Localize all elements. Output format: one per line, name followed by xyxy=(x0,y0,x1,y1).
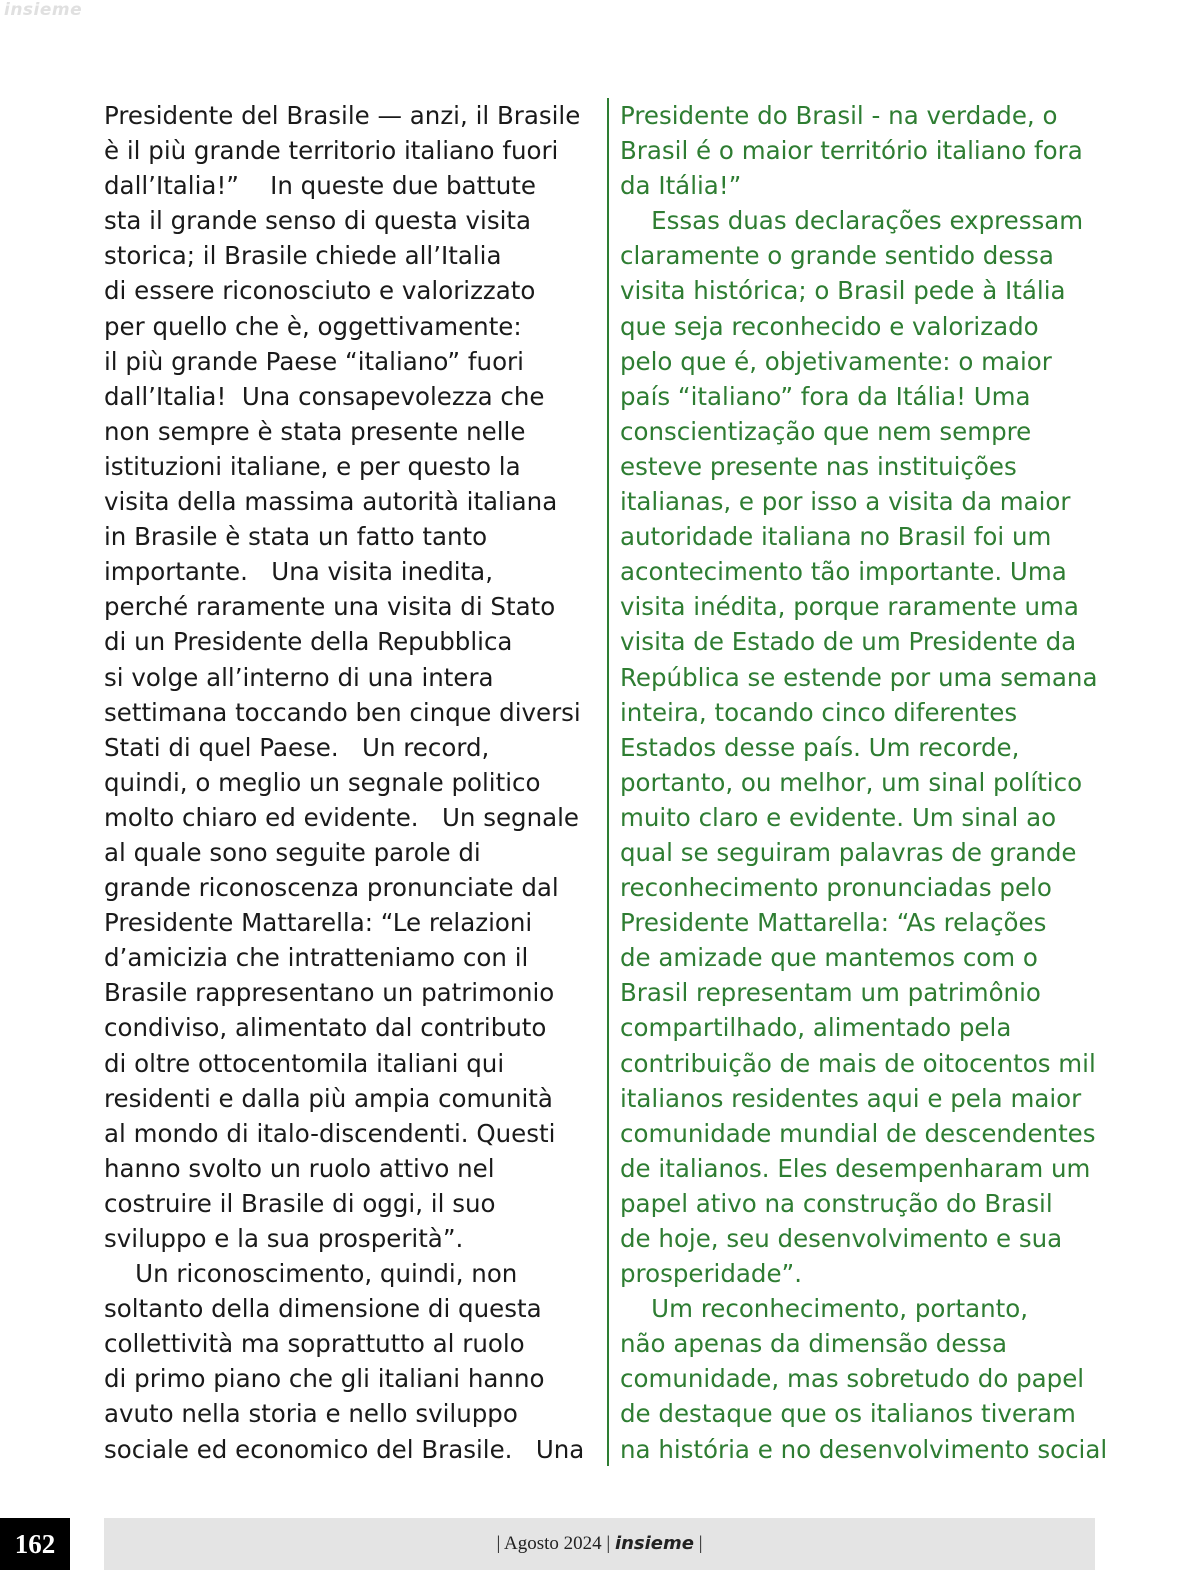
italian-text-line: d’amicizia che intratteniamo con il xyxy=(104,943,529,973)
italian-text-line: molto chiaro ed evidente. Un segnale xyxy=(104,802,580,832)
italian-text-line: quindi, o meglio un segnale politico xyxy=(104,767,541,797)
portuguese-column xyxy=(620,98,1108,1467)
portuguese-text-line: autoridade italiana no Brasil foi um xyxy=(620,522,1052,552)
page-number: 162 xyxy=(0,1518,70,1570)
italian-text-line: importante. Una visita inedita, xyxy=(104,557,493,587)
portuguese-text-line: inteira, tocando cinco diferentes xyxy=(620,697,1018,727)
italian-text-line: visita della massima autorità italiana xyxy=(104,487,558,517)
italian-text-line: residenti e dalla più ampia comunità xyxy=(104,1083,553,1113)
italian-text-line: di un Presidente della Repubblica xyxy=(104,627,513,657)
italian-text-line: sviluppo e la sua prosperità”. xyxy=(104,1224,464,1253)
italian-text-line: è il più grande territorio italiano fuori xyxy=(104,136,559,166)
portuguese-text-line: contribuição de mais de oitocentos mil xyxy=(620,1048,1096,1078)
portuguese-text-line: italianos residentes aqui e pela maior xyxy=(620,1083,1082,1113)
italian-text-line: collettività ma soprattutto al ruolo xyxy=(104,1329,525,1359)
portuguese-text-line: conscientização que nem sempre xyxy=(620,416,1032,446)
italian-text-line: storica; il Brasile chiede all’Italia xyxy=(104,241,502,271)
portuguese-text-line: muito claro e evidente. Um sinal ao xyxy=(620,802,1057,832)
italian-text-line: grande riconoscenza pronunciate dal xyxy=(104,873,559,903)
portuguese-text-line: pelo que é, objetivamente: o maior xyxy=(620,346,1052,376)
portuguese-text-line: visita inédita, porque raramente uma xyxy=(620,592,1079,622)
portuguese-text-line: Brasil é o maior território italiano fora xyxy=(620,136,1083,166)
portuguese-text-line: portanto, ou melhor, um sinal político xyxy=(620,767,1083,797)
portuguese-text-line: prosperidade”. xyxy=(620,1259,803,1289)
portuguese-text-line: Essas duas declarações expressam xyxy=(620,206,1084,236)
portuguese-text-line: de amizade que mantemos com o xyxy=(620,943,1038,973)
italian-text-line: costruire il Brasile di oggi, il suo xyxy=(104,1188,496,1218)
italian-text-line: al mondo di italo-discendenti. Questi xyxy=(104,1118,556,1148)
footer-pipe-right: | xyxy=(698,1533,703,1554)
portuguese-text-line: italianas, e por isso a visita da maior xyxy=(620,487,1071,517)
portuguese-text-line: Presidente do Brasil - na verdade, o xyxy=(620,101,1058,130)
portuguese-text-line: esteve presente nas instituições xyxy=(620,451,1017,481)
portuguese-text-line: comunidade mundial de descendentes xyxy=(620,1118,1096,1148)
italian-text-line: di oltre ottocentomila italiani qui xyxy=(104,1048,505,1078)
portuguese-text-line: comunidade, mas sobretudo do papel xyxy=(620,1364,1085,1394)
footer-pipe-mid: | xyxy=(606,1533,611,1554)
portuguese-text-line: visita de Estado de um Presidente da xyxy=(620,627,1077,657)
portuguese-text-line: República se estende por uma semana xyxy=(620,662,1098,692)
footer-date: Agosto 2024 xyxy=(503,1533,602,1554)
portuguese-text-line: na história e no desenvolvimento social xyxy=(620,1434,1108,1464)
portuguese-text-line: que seja reconhecido e valorizado xyxy=(620,311,1039,341)
italian-column xyxy=(104,98,594,1467)
portuguese-text-line: acontecimento tão importante. Uma xyxy=(620,557,1067,587)
italian-text-line: Brasile rappresentano un patrimonio xyxy=(104,978,555,1008)
portuguese-text-line: reconhecimento pronunciadas pelo xyxy=(620,873,1052,903)
portuguese-text-line: Presidente Mattarella: “As relações xyxy=(620,908,1047,938)
italian-text-line: settimana toccando ben cinque diversi xyxy=(104,697,581,727)
footer-pipe-left: | xyxy=(496,1533,501,1554)
italian-text-line: il più grande Paese “italiano” fuori xyxy=(104,346,524,376)
portuguese-text-line: país “italiano” fora da Itália! Uma xyxy=(620,381,1031,411)
italian-text-line: sta il grande senso di questa visita xyxy=(104,206,532,236)
portuguese-text-line: da Itália!” xyxy=(620,171,742,201)
italian-text-line: Un riconoscimento, quindi, non xyxy=(104,1259,518,1289)
italian-text-line: di primo piano che gli italiani hanno xyxy=(104,1364,545,1394)
portuguese-text-line: de hoje, seu desenvolvimento e sua xyxy=(620,1224,1063,1253)
italian-text-line: istituzioni italiane, e per questo la xyxy=(104,451,521,481)
italian-text-line: al quale sono seguite parole di xyxy=(104,837,481,867)
italian-text-line: hanno svolto un ruolo attivo nel xyxy=(104,1153,495,1183)
portuguese-text-line: Estados desse país. Um recorde, xyxy=(620,732,1020,762)
portuguese-text-line: Brasil representam um patrimônio xyxy=(620,978,1041,1008)
portuguese-text-line: compartilhado, alimentado pela xyxy=(620,1013,1012,1043)
portuguese-text-line: claramente o grande sentido dessa xyxy=(620,241,1054,271)
portuguese-text-line: de italianos. Eles desempenharam um xyxy=(620,1153,1091,1183)
header-logo: insieme xyxy=(4,0,83,20)
italian-text-line: sociale ed economico del Brasile. Una xyxy=(104,1434,585,1464)
italian-text-line: Presidente del Brasile — anzi, il Brasile xyxy=(104,101,581,130)
italian-text-line: non sempre è stata presente nelle xyxy=(104,416,526,446)
italian-text-line: in Brasile è stata un fatto tanto xyxy=(104,522,488,552)
italian-text-line: dall’Italia!” In queste due battute xyxy=(104,171,536,201)
italian-text-line: Stati di quel Paese. Un record, xyxy=(104,732,490,762)
footer-text xyxy=(104,1518,1095,1570)
italian-text-line: perché raramente una visita di Stato xyxy=(104,592,556,622)
italian-text-line: soltanto della dimensione di questa xyxy=(104,1294,542,1324)
italian-text-line: si volge all’interno di una intera xyxy=(104,662,494,692)
portuguese-text-line: visita histórica; o Brasil pede à Itália xyxy=(620,276,1066,306)
portuguese-text-line: Um reconhecimento, portanto, xyxy=(620,1294,1028,1324)
italian-text-line: condiviso, alimentato dal contributo xyxy=(104,1013,547,1043)
portuguese-text-line: não apenas da dimensão dessa xyxy=(620,1329,1007,1359)
italian-text-line: di essere riconosciuto e valorizzato xyxy=(104,276,536,306)
portuguese-text-line: qual se seguiram palavras de grande xyxy=(620,837,1077,867)
italian-text-line: dall’Italia! Una consapevolezza che xyxy=(104,381,545,411)
portuguese-text-line: papel ativo na construção do Brasil xyxy=(620,1188,1053,1218)
column-divider xyxy=(607,98,609,1466)
italian-text-line: per quello che è, oggettivamente: xyxy=(104,311,522,341)
italian-text-line: Presidente Mattarella: “Le relazioni xyxy=(104,908,533,938)
portuguese-text-line: de destaque que os italianos tiveram xyxy=(620,1399,1076,1429)
footer-brand: insieme xyxy=(614,1533,694,1554)
italian-text-line: avuto nella storia e nello sviluppo xyxy=(104,1399,518,1429)
